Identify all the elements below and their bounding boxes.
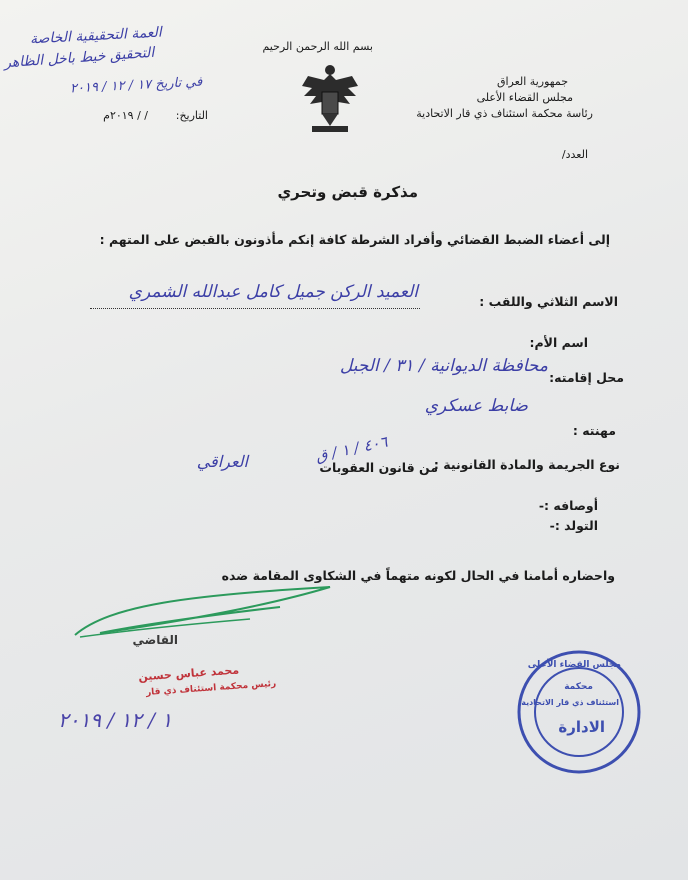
job-label: مهنته : (572, 423, 616, 438)
date-label: التاريخ: (175, 109, 208, 122)
addressee-line: إلى أعضاء الضبط القضائي وأفراد الشرطة كافة إنكم مأذونون بالقبض على المتهم : (99, 232, 610, 247)
description-label: أوصافه :- (538, 498, 598, 513)
judge-label: القاضي (132, 633, 178, 647)
seal-outer-text: مجلس القضاء الأعلى (527, 660, 621, 670)
seal-main-text: الادارة (558, 718, 605, 736)
handwritten-note-line1: العمة التحقيقية الخاصة (29, 24, 163, 48)
name-value: العميد الركن جميل كامل عبدالله الشمري (128, 282, 418, 302)
date-printed: / / ٢٠١٩م (103, 109, 148, 122)
handwritten-note-line3: في تاريخ ١٧ / ١٢ / ٢٠١٩ (69, 74, 203, 97)
birth-label: التولد :- (549, 518, 598, 533)
signature-date: ١ / ١٢ / ٢٠١٩ (58, 708, 173, 732)
court-name: رئاسة محكمة استئناف ذي قار الاتحادية (416, 107, 593, 120)
crime-article: ٤٠٦ / ١ / ق (313, 432, 390, 466)
seal-inner-line2: استئناف ذي قار الاتحادية (521, 698, 619, 707)
job-value: ضابط عسكري (424, 396, 528, 416)
residence-value: محافظة الديوانية / ٣١ / الجبل (339, 356, 548, 376)
name-label: الاسم الثلاثي واللقب : (479, 294, 618, 309)
order-line: واحضاره أمامنا في الحال لكونه متهماً في الشكاوى المقامة ضده (221, 568, 615, 583)
iraq-eagle-emblem (300, 62, 360, 140)
crime-label: نوع الجريمة والمادة القانونية : (433, 457, 620, 472)
handwritten-note-line2: التحقيق خيط باخل الظاهر (3, 44, 155, 72)
stamp-name: محمد عباس حسين (137, 663, 240, 684)
stamp-title: رئيس محكمة استئناف ذي قار (145, 678, 277, 699)
memo-title: مذكرة قبض وتحري (277, 183, 418, 201)
basmala: بسم الله الرحمن الرحيم (262, 40, 373, 53)
crime-law: من قانون العقوبات (319, 460, 438, 475)
seal-inner-line1: محكمة (564, 682, 593, 692)
country-name: جمهورية العراق (496, 75, 568, 88)
mother-label: اسم الأم: (529, 335, 588, 350)
council-name: مجلس القضاء الأعلى (476, 91, 573, 104)
residence-label: محل إقامته: (549, 370, 624, 385)
court-seal (515, 648, 643, 776)
signature-scribble (70, 575, 350, 655)
number-label: العدد/ (561, 148, 588, 161)
crime-law-hand: العراقي (196, 452, 248, 471)
